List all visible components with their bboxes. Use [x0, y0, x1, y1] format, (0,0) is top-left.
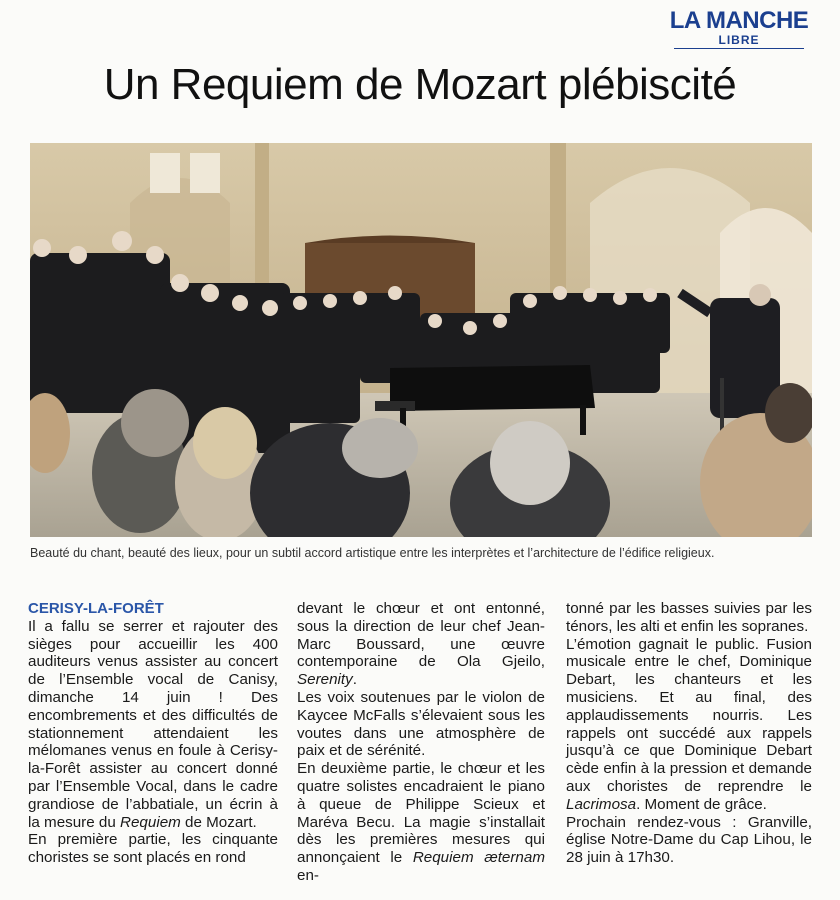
photo-caption: Beauté du chant, beauté des lieux, pour un subtil accord artistique entre les interprètes et l’architecture de l’édifice religieux.	[30, 546, 715, 560]
headline: Un Requiem de Mozart plébiscité	[103, 60, 737, 109]
article-paragraph: En première partie, les cinquante choristes se sont placés en rond	[28, 831, 278, 867]
masthead-name: LA MANCHE	[669, 7, 809, 34]
article-paragraph: Prochain rendez-vous : Granville, église Notre-Dame du Cap Lihou, le 28 juin à 17h30.	[566, 813, 812, 867]
article-paragraph: Les voix soutenues par le violon de Kaycee McFalls s’élevaient sous les voutes dans une atmosphère de paix et de sérénité.	[297, 688, 545, 760]
concert-photo	[30, 143, 812, 537]
article-paragraph: tonné par les basses suivies par les ténors, les alti et enfin les sopranes.	[566, 600, 812, 635]
article-column-3	[566, 600, 812, 867]
article-paragraph: devant le chœur et ont entonné, sous la direction de leur chef Jean-Marc Boussard, une œuvre contemporaine de Ola Gjeilo, Serenity.	[297, 600, 545, 689]
article-paragraph: L’émotion gagnait le public. Fusion musicale entre le chef, Dominique Debart, les chanteurs et les musiciens. Et au final, des applaudissements nourris. Les rappels ont succédé aux rappels jusqu’à ce que Dominique Debart cède enfin à la pression et demande aux choristes de reprendre le Lacrimosa. Moment de grâce.	[566, 635, 812, 813]
article-paragraph: Il a fallu se serrer et rajouter des sièges pour accueillir les 400 auditeurs venus assister au concert de l’Ensemble vocal de Canisy, dimanche 14 juin ! Des encombrements et des difficultés de stationnement attendaient les mélomanes venus en foule à Cerisy-la-Forêt assister au concert donné par l’Ensemble Vocal, dans le cadre grandiose de l’abbatiale, un écrin à la mesure du Requiem de Mozart.	[28, 617, 278, 831]
article-paragraph: En deuxième partie, le chœur et les quatre solistes encadraient le piano à queue de Philippe Scieux et Maréva Becu. La magie s’installait dès les premières mesures qui annonçaient le Requiem æternam en-	[297, 760, 545, 884]
masthead-subname: LIBRE	[718, 33, 760, 47]
dateline: CERISY-LA-FORÊT	[28, 600, 164, 617]
concert-photo-illustration	[30, 143, 812, 537]
article-column-1	[28, 600, 278, 867]
masthead-rule	[674, 48, 804, 49]
masthead	[664, 8, 814, 49]
article-column-2	[297, 600, 545, 885]
